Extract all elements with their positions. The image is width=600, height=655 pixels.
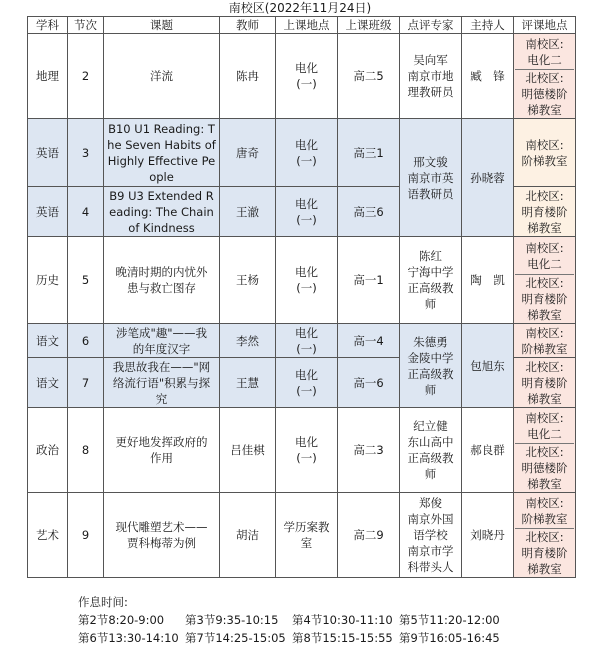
room-south: 南校区: 阶梯教室 xyxy=(521,137,568,168)
cell-teacher: 李然 xyxy=(220,324,276,358)
room-south: 南校区: 电化二 xyxy=(515,237,574,275)
cell-class: 高二9 xyxy=(338,493,400,578)
cell-host: 臧 锋 xyxy=(462,34,514,119)
header-location: 上课地点 xyxy=(276,17,338,34)
cell-location: 电化 (一) xyxy=(276,119,338,187)
room-north: 北校区: 明德楼阶 梯教室 xyxy=(521,71,568,117)
cell-topic: 晚清时期的内忧外 患与救亡图存 xyxy=(104,237,220,324)
cell-teacher: 胡洁 xyxy=(220,493,276,578)
header-subject: 学科 xyxy=(28,17,68,34)
cell-room xyxy=(514,34,576,119)
cell-period: 7 xyxy=(68,358,104,408)
cell-room xyxy=(514,324,576,358)
cell-class: 高三1 xyxy=(338,119,400,187)
cell-room xyxy=(514,119,576,187)
header-expert: 点评专家 xyxy=(400,17,462,34)
room-north: 北校区: 明育楼阶 梯教室 xyxy=(521,276,568,322)
period-time: 第7节14:25-15:05 xyxy=(185,631,286,645)
cell-period: 5 xyxy=(68,237,104,324)
cell-subject: 政治 xyxy=(28,408,68,493)
cell-topic: 现代雕塑艺术—— 贾科梅蒂为例 xyxy=(104,493,220,578)
bell-row xyxy=(78,629,598,647)
header-teacher: 教师 xyxy=(220,17,276,34)
header-room: 评课地点 xyxy=(514,17,576,34)
table-row xyxy=(28,493,576,578)
cell-subject: 地理 xyxy=(28,34,68,119)
cell-class: 高二3 xyxy=(338,408,400,493)
room-north: 北校区: 明育楼阶 梯教室 xyxy=(521,530,568,576)
cell-class: 高三6 xyxy=(338,187,400,237)
cell-period: 8 xyxy=(68,408,104,493)
cell-subject: 英语 xyxy=(28,119,68,187)
page-title: 南校区(2022年11月24日) xyxy=(228,1,372,15)
cell-host: 包旭东 xyxy=(462,324,514,408)
room-south: 南校区: 电化二 xyxy=(515,34,574,70)
cell-room xyxy=(514,408,576,493)
cell-class: 高一6 xyxy=(338,358,400,408)
header-period: 节次 xyxy=(68,17,104,34)
cell-host: 陶 凯 xyxy=(462,237,514,324)
room-south: 南校区: 电化二 xyxy=(515,408,574,444)
cell-period: 3 xyxy=(68,119,104,187)
cell-location: 电化 (一) xyxy=(276,237,338,324)
cell-host: 孙晓蓉 xyxy=(462,119,514,237)
cell-expert: 邢文骏 南京市英 语教研员 xyxy=(400,119,462,237)
cell-host: 刘晓丹 xyxy=(462,493,514,578)
cell-expert: 吴向军 南京市地 理教研员 xyxy=(400,34,462,119)
cell-room xyxy=(514,493,576,578)
period-time: 第3节9:35-10:15 xyxy=(185,613,279,627)
cell-subject: 历史 xyxy=(28,237,68,324)
header-row xyxy=(28,17,576,34)
cell-room xyxy=(514,187,576,237)
bell-row xyxy=(78,611,598,629)
cell-location: 电化 (一) xyxy=(276,324,338,358)
cell-class: 高一4 xyxy=(338,324,400,358)
cell-period: 4 xyxy=(68,187,104,237)
room-south: 南校区: 阶梯教室 xyxy=(515,493,574,529)
cell-room xyxy=(514,358,576,408)
cell-period: 2 xyxy=(68,34,104,119)
cell-expert: 朱德勇 金陵中学 正高级教 师 xyxy=(400,324,462,408)
cell-topic: B10 U1 Reading: T he Seven Habits of Highly Effective Pe ople xyxy=(104,119,220,187)
cell-location: 电化 (一) xyxy=(276,408,338,493)
cell-topic: 洋流 xyxy=(104,34,220,119)
cell-period: 9 xyxy=(68,493,104,578)
cell-teacher: 王澈 xyxy=(220,187,276,237)
room-north: 北校区: 明育楼阶 梯教室 xyxy=(521,359,568,406)
cell-period: 6 xyxy=(68,324,104,358)
bell-schedule xyxy=(78,611,598,647)
cell-expert: 纪立健 东山高中 正高级教 师 xyxy=(400,408,462,493)
cell-location: 电化 (一) xyxy=(276,187,338,237)
period-time: 第6节13:30-14:10 xyxy=(78,631,179,645)
period-time: 第9节16:05-16:45 xyxy=(399,631,500,645)
cell-expert: 陈红 宁海中学 正高级教 师 xyxy=(400,237,462,324)
room-north: 北校区: 明德楼阶 梯教室 xyxy=(521,445,568,491)
cell-teacher: 陈冉 xyxy=(220,34,276,119)
period-time: 第4节10:30-11:10 xyxy=(292,613,393,627)
cell-location: 学历案教 室 xyxy=(276,493,338,578)
period-time: 第5节11:20-12:00 xyxy=(399,613,500,627)
room-north: 北校区: 明育楼阶 梯教室 xyxy=(521,188,568,235)
cell-subject: 英语 xyxy=(28,187,68,237)
table-row xyxy=(28,408,576,493)
header-host: 主持人 xyxy=(462,17,514,34)
table-row xyxy=(28,237,576,324)
cell-class: 高一1 xyxy=(338,237,400,324)
cell-topic: B9 U3 Extended R eading: The Chain of Kindness xyxy=(104,187,220,237)
cell-topic: 更好地发挥政府的 作用 xyxy=(104,408,220,493)
cell-teacher: 唐奇 xyxy=(220,119,276,187)
cell-topic: 我思故我在——"网 络流行语"积累与探 究 xyxy=(104,358,220,408)
cell-teacher: 王杨 xyxy=(220,237,276,324)
period-time: 第8节15:15-15:55 xyxy=(292,631,393,645)
cell-subject: 艺术 xyxy=(28,493,68,578)
cell-topic: 涉笔成"趣"——我 的年度汉字 xyxy=(104,324,220,358)
cell-expert: 郑俊 南京外国 语学校 南京市学 科带头人 xyxy=(400,493,462,578)
cell-class: 高二5 xyxy=(338,34,400,119)
cell-subject: 语文 xyxy=(28,358,68,408)
cell-room xyxy=(514,237,576,324)
cell-teacher: 王慧 xyxy=(220,358,276,408)
cell-teacher: 吕佳棋 xyxy=(220,408,276,493)
cell-subject: 语文 xyxy=(28,324,68,358)
table-row xyxy=(28,34,576,119)
header-topic: 课题 xyxy=(104,17,220,34)
table-row xyxy=(28,324,576,358)
table-row xyxy=(28,119,576,187)
schedule-table xyxy=(27,16,576,578)
schedule-note-title: 作息时间: xyxy=(78,595,128,609)
room-south: 南校区: 阶梯教室 xyxy=(521,325,568,356)
period-time: 第2节8:20-9:00 xyxy=(78,613,165,627)
header-class: 上课班级 xyxy=(338,17,400,34)
cell-host: 郝良群 xyxy=(462,408,514,493)
cell-location: 电化 (一) xyxy=(276,358,338,408)
cell-location: 电化 (一) xyxy=(276,34,338,119)
